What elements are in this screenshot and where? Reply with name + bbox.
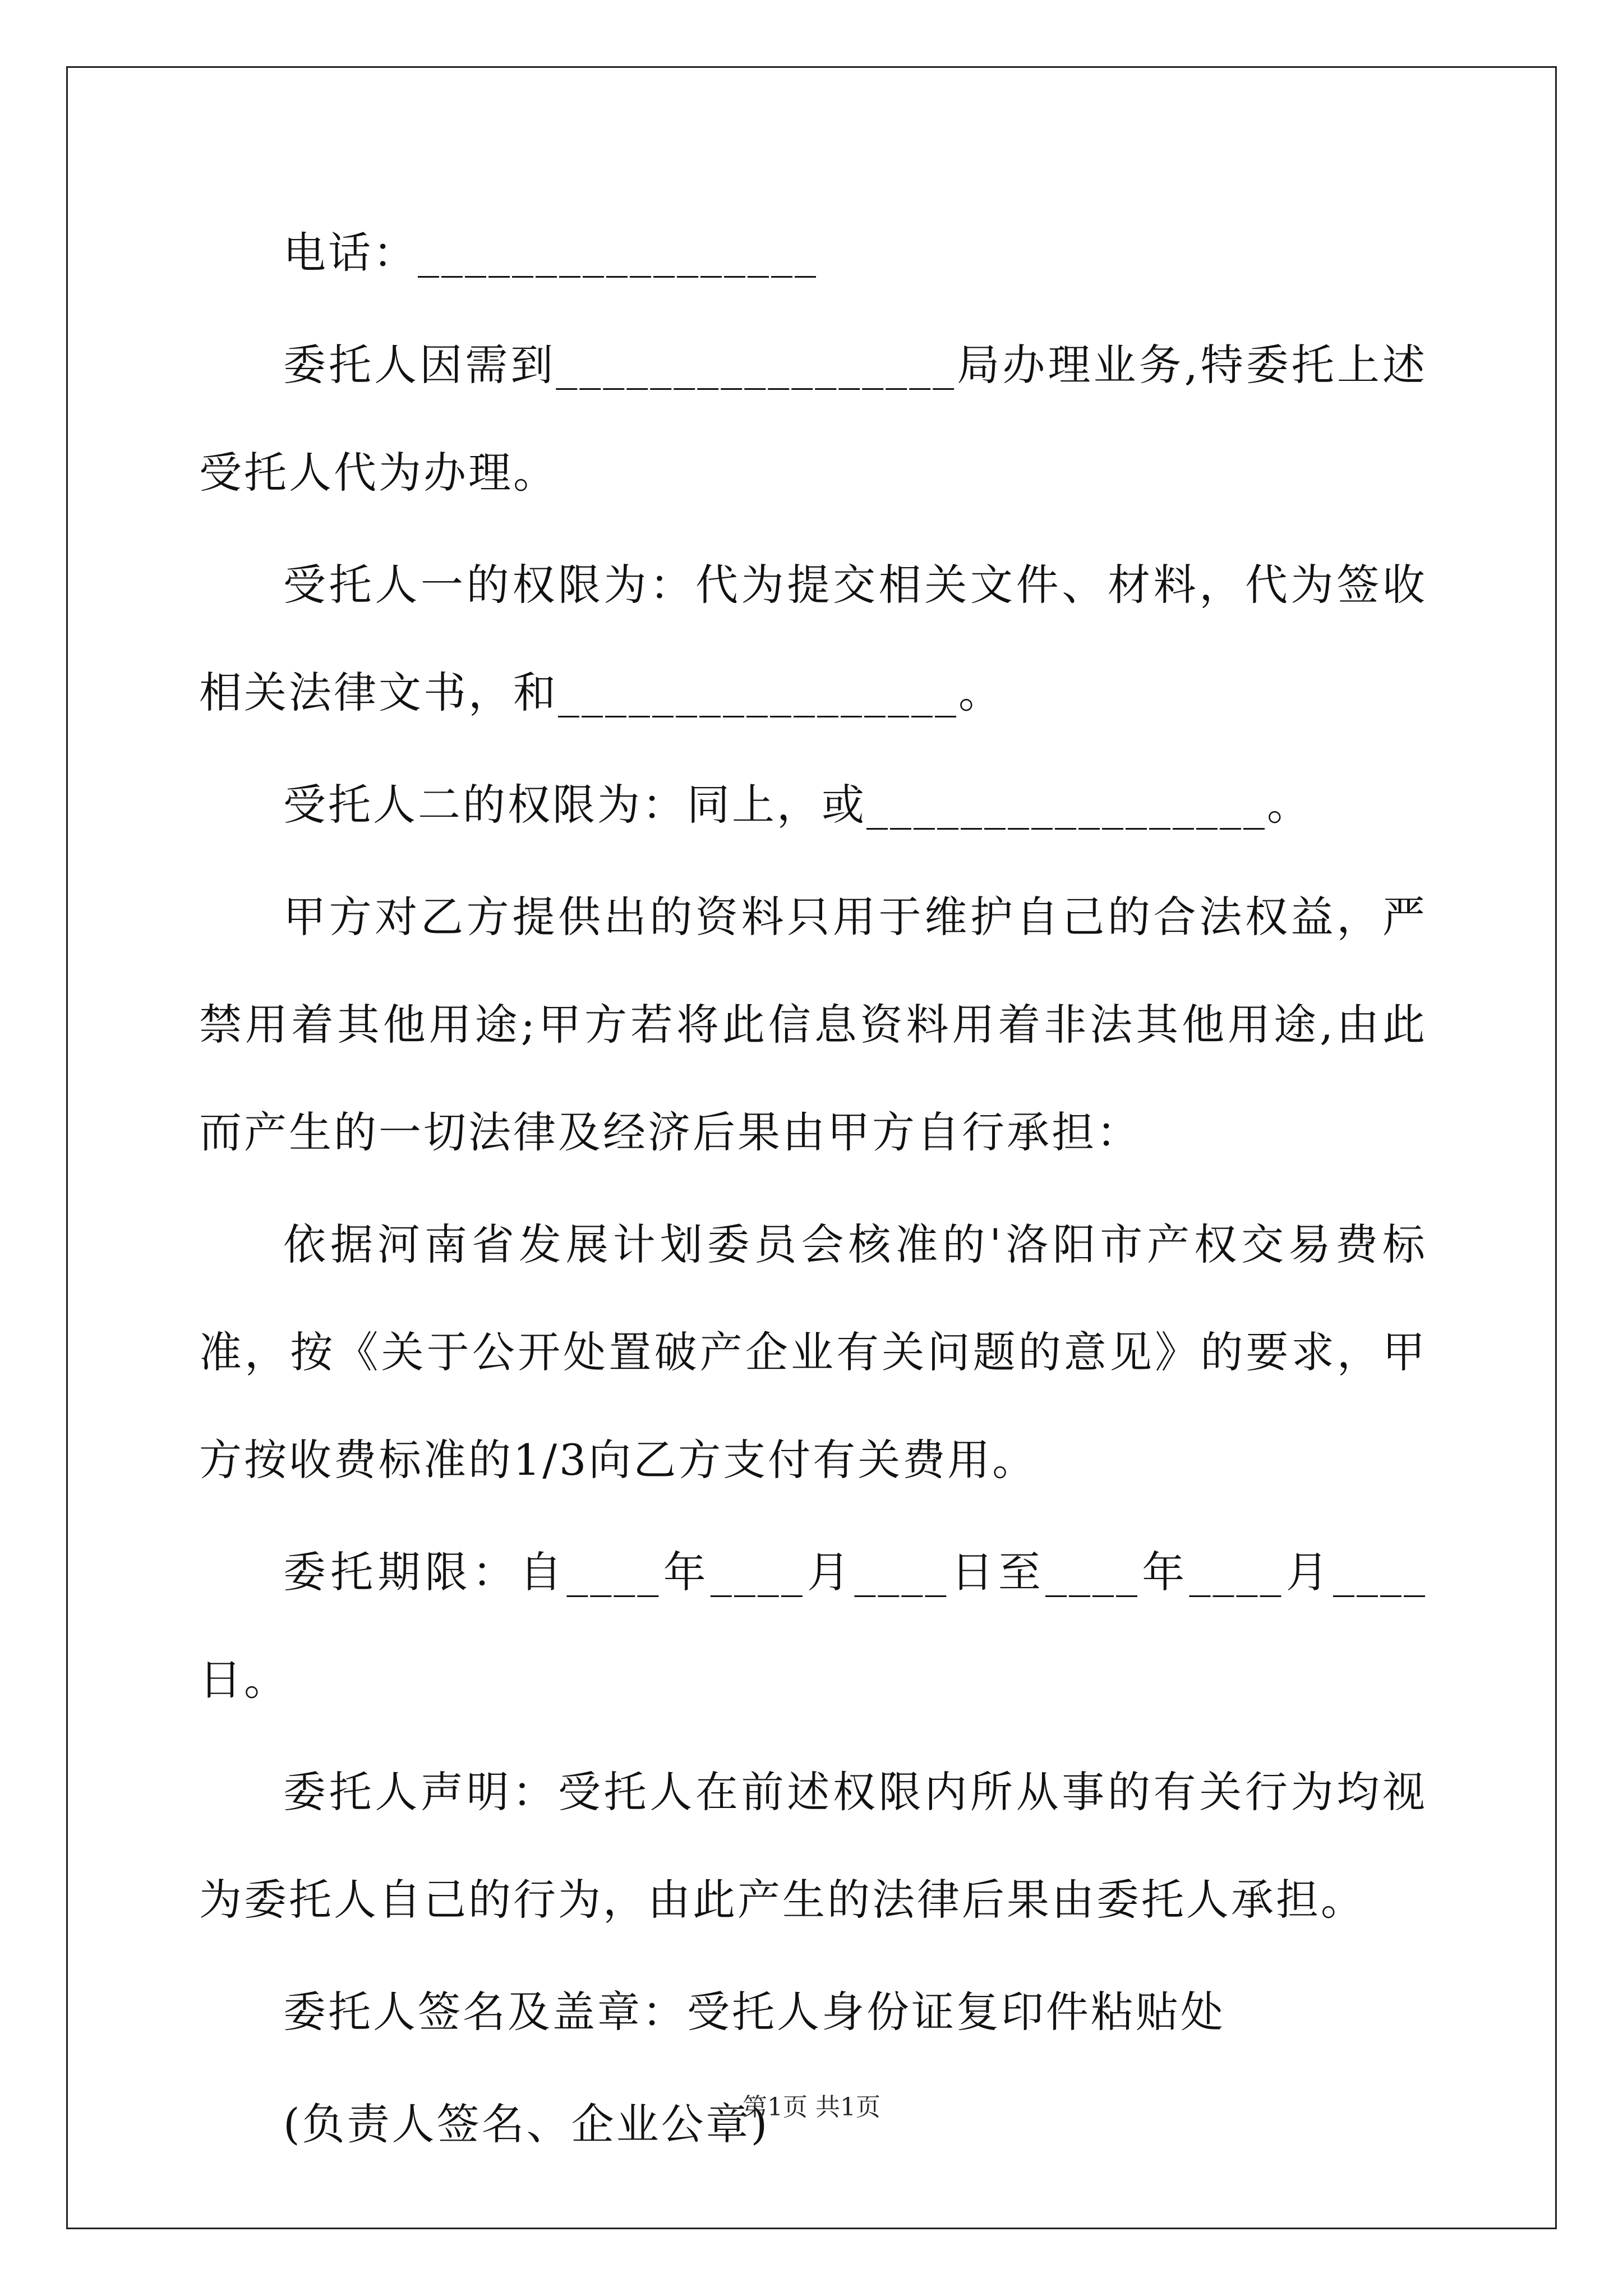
document-body xyxy=(199,0,1427,2178)
signature-note-line: (负责人签名、企业公章) xyxy=(283,2099,770,2149)
data-usage-paragraph: 甲方对乙方提供出的资料只用于维护自己的合法权益，严禁用着其他用途;甲方若将此信息资料用着非法其他用途,由此而产生的一切法律及经济后果由甲方自行承担： xyxy=(199,892,1427,1157)
entrust-period-line: 委托期限：自____年____月____日至____年____月____日。 xyxy=(199,1547,1427,1705)
signature-line: 委托人签名及盖章：受托人身份证复印件粘贴处 xyxy=(283,1987,1225,2037)
trustee-two-authority-paragraph: 受托人二的权限为：同上，或_________________。 xyxy=(283,780,1312,830)
fee-standard-paragraph: 依据河南省发展计划委员会核准的'洛阳市产权交易费标准，按《关于公开处置破产企业有关问题的意见》的要求，甲方按收费标准的1/3向乙方支付有关费用。 xyxy=(199,1220,1427,1485)
principal-statement-paragraph: 委托人声明：受托人在前述权限内所从事的有关行为均视为委托人自己的行为，由此产生的法律后果由委托人承担。 xyxy=(199,1767,1427,1925)
phone-line: 电话：_________________ xyxy=(283,228,818,278)
page-footer: 第1页 共1页 xyxy=(743,2093,880,2122)
trustee-one-authority-paragraph: 受托人一的权限为：代为提交相关文件、材料，代为签收相关法律文书，和_________________。 xyxy=(199,560,1427,717)
entrust-reason-paragraph: 委托人因需到_________________局办理业务,特委托上述受托人代为办理。 xyxy=(199,340,1427,498)
